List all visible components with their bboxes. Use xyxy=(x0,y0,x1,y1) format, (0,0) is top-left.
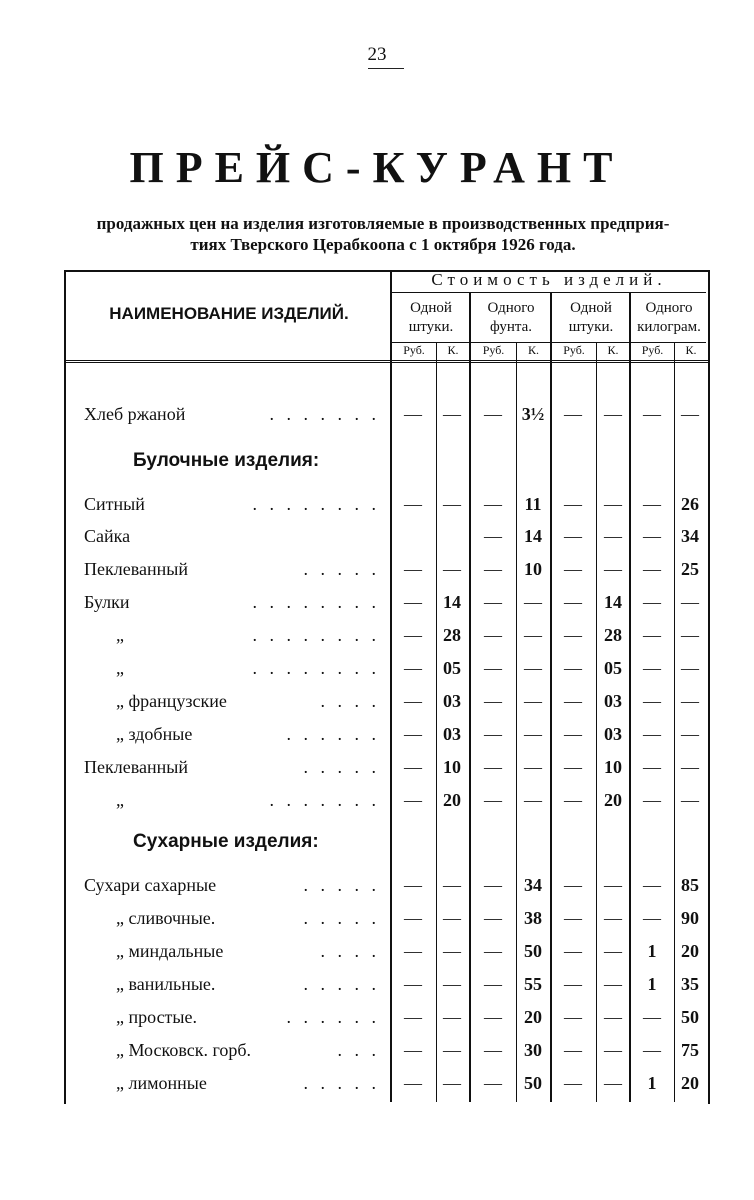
price-cell: 28 xyxy=(604,625,622,645)
price-cell: — xyxy=(564,875,582,895)
price-cell: — xyxy=(643,908,661,928)
price-cell: — xyxy=(443,1040,461,1060)
price-cell: — xyxy=(564,757,582,777)
price-cell: — xyxy=(604,908,622,928)
table-row xyxy=(0,1073,754,1105)
price-cell: — xyxy=(524,625,542,645)
price-cell: — xyxy=(484,526,502,546)
price-cell: — xyxy=(443,404,461,424)
leader-dots: . . . . xyxy=(320,941,380,961)
price-cell: 03 xyxy=(604,724,622,744)
price-cell: — xyxy=(604,1073,622,1093)
leader-dots: . . . . xyxy=(320,691,380,711)
table-row xyxy=(0,559,754,591)
price-cell: — xyxy=(404,592,422,612)
table-row xyxy=(0,1040,754,1072)
price-cell: — xyxy=(681,757,699,777)
price-cell: — xyxy=(564,790,582,810)
currency-kop: К. xyxy=(685,343,697,357)
price-cell: 1 xyxy=(647,974,657,994)
item-name: „ лимонные xyxy=(116,1073,207,1093)
cost-column-header: Стоимость изделий. xyxy=(431,270,667,289)
price-cell: — xyxy=(564,908,582,928)
cost-header-rule xyxy=(392,292,706,293)
leader-dots: . . . xyxy=(337,1040,380,1060)
leader-dots: . . . . . xyxy=(303,757,380,777)
price-cell: — xyxy=(604,875,622,895)
price-cell: 20 xyxy=(604,790,622,810)
price-cell: — xyxy=(564,724,582,744)
item-name: Сухари сахарные xyxy=(84,875,217,895)
price-cell: 03 xyxy=(443,724,461,744)
leader-dots: . . . . . . xyxy=(286,724,380,744)
price-cell: — xyxy=(484,559,502,579)
leader-dots: . . . . . . xyxy=(286,1007,380,1027)
price-cell: — xyxy=(564,494,582,514)
price-cell: 50 xyxy=(524,941,542,961)
price-cell: — xyxy=(564,974,582,994)
item-name: Пеклеванный xyxy=(84,757,188,777)
document-subtitle xyxy=(58,213,708,255)
price-cell: — xyxy=(484,724,502,744)
item-name: Хлеб ржаной xyxy=(84,404,186,424)
price-cell: — xyxy=(643,404,661,424)
price-cell: — xyxy=(604,1040,622,1060)
unit-header-kilogram: Одного килограм. xyxy=(637,300,701,335)
item-name: „ ванильные. xyxy=(116,974,216,994)
price-cell: — xyxy=(604,974,622,994)
item-name: „ французские xyxy=(116,691,227,711)
item-name: Ситный xyxy=(84,494,145,514)
table-row xyxy=(0,592,754,624)
leader-dots: . . . . . . . . xyxy=(252,494,380,514)
price-cell: — xyxy=(484,790,502,810)
price-cell: — xyxy=(643,724,661,744)
subtitle-line-1: продажных цен на изделия изготовляемые в производственных предприя- xyxy=(96,214,670,233)
item-name: Булки xyxy=(84,592,130,612)
price-cell: — xyxy=(643,1040,661,1060)
price-cell: 26 xyxy=(681,494,699,514)
price-cell: — xyxy=(524,757,542,777)
price-cell: 34 xyxy=(524,875,542,895)
unit-header-piece: Одной штуки. xyxy=(408,300,454,335)
price-cell: — xyxy=(404,658,422,678)
price-cell: — xyxy=(604,494,622,514)
price-cell: 50 xyxy=(524,1073,542,1093)
table-row xyxy=(0,658,754,690)
leader-dots: . . . . . xyxy=(303,908,380,928)
leader-dots: . . . . . xyxy=(303,559,380,579)
price-cell: — xyxy=(404,1073,422,1093)
item-name: „ xyxy=(116,625,124,645)
price-cell: 28 xyxy=(443,625,461,645)
price-cell: — xyxy=(564,592,582,612)
price-cell: — xyxy=(484,974,502,994)
currency-rub: Руб. xyxy=(563,343,585,357)
price-cell: — xyxy=(443,941,461,961)
table-row xyxy=(0,724,754,756)
table-row xyxy=(0,941,754,973)
table-row xyxy=(0,494,754,526)
price-cell: — xyxy=(484,658,502,678)
price-cell: — xyxy=(643,559,661,579)
currency-rub: Руб. xyxy=(482,343,505,357)
price-cell: — xyxy=(643,790,661,810)
header-bottom-rule xyxy=(64,360,708,363)
price-cell: — xyxy=(443,875,461,895)
item-name: „ xyxy=(116,790,124,810)
price-cell: — xyxy=(564,559,582,579)
item-name: „ здобные xyxy=(116,724,193,744)
price-cell: — xyxy=(443,1007,461,1027)
price-cell: — xyxy=(604,1007,622,1027)
name-column-header: НАИМЕНОВАНИЕ ИЗДЕЛИЙ. xyxy=(109,304,349,323)
price-cell: — xyxy=(643,691,661,711)
price-cell: 10 xyxy=(524,559,542,579)
table-row xyxy=(0,974,754,1006)
price-cell: — xyxy=(524,691,542,711)
price-cell: — xyxy=(681,724,699,744)
price-cell: — xyxy=(564,1073,582,1093)
price-cell: — xyxy=(404,757,422,777)
price-cell: — xyxy=(604,941,622,961)
price-cell: — xyxy=(484,941,502,961)
section-header-row xyxy=(0,450,754,482)
section-header-row xyxy=(0,831,754,863)
price-cell: — xyxy=(524,658,542,678)
price-cell: 75 xyxy=(681,1040,699,1060)
price-cell: 34 xyxy=(681,526,699,546)
price-cell: — xyxy=(404,724,422,744)
price-cell: — xyxy=(643,757,661,777)
price-cell: — xyxy=(643,592,661,612)
price-cell: — xyxy=(484,1040,502,1060)
price-cell: — xyxy=(681,625,699,645)
price-cell: — xyxy=(404,974,422,994)
price-cell: 03 xyxy=(604,691,622,711)
leader-dots: . . . . . . . . xyxy=(252,625,380,645)
section-title: Сухарные изделия: xyxy=(133,831,319,852)
currency-kop: К. xyxy=(607,343,619,357)
price-cell: — xyxy=(564,941,582,961)
price-cell: — xyxy=(484,494,502,514)
price-cell: — xyxy=(443,974,461,994)
price-cell: 20 xyxy=(524,1007,542,1027)
page-number: 23 xyxy=(367,44,387,65)
table-row xyxy=(0,875,754,907)
table-row xyxy=(0,526,754,558)
price-cell: — xyxy=(484,1007,502,1027)
price-cell: — xyxy=(643,625,661,645)
price-cell: — xyxy=(564,625,582,645)
price-cell: 38 xyxy=(524,908,542,928)
document-title: ПРЕЙС-КУРАНТ xyxy=(129,143,625,192)
price-cell: — xyxy=(484,404,502,424)
leader-dots: . . . . . . . xyxy=(269,790,380,810)
table-row xyxy=(0,908,754,940)
price-cell: — xyxy=(564,526,582,546)
price-cell: — xyxy=(604,404,622,424)
price-cell: 50 xyxy=(681,1007,699,1027)
item-name: Сайка xyxy=(84,526,131,546)
price-cell: — xyxy=(643,1007,661,1027)
price-cell: 20 xyxy=(443,790,461,810)
unit-header-piece: Одной штуки. xyxy=(568,300,614,335)
price-cell: — xyxy=(404,691,422,711)
page-number-rule xyxy=(368,68,404,69)
price-cell: — xyxy=(681,404,699,424)
leader-dots: . . . . . . . . xyxy=(252,592,380,612)
price-cell: 14 xyxy=(524,526,542,546)
leader-dots: . . . . . . . . xyxy=(252,658,380,678)
price-cell: — xyxy=(404,1040,422,1060)
currency-rub: Руб. xyxy=(641,343,664,357)
price-cell: — xyxy=(404,625,422,645)
item-name: „ xyxy=(116,658,124,678)
price-cell: — xyxy=(484,691,502,711)
currency-rub: Руб. xyxy=(403,343,425,357)
price-cell: — xyxy=(524,790,542,810)
price-cell: 11 xyxy=(524,494,542,514)
price-cell: 05 xyxy=(443,658,461,678)
price-cell: — xyxy=(404,941,422,961)
price-cell: — xyxy=(443,494,461,514)
price-cell: — xyxy=(604,526,622,546)
price-cell: — xyxy=(681,658,699,678)
price-cell: 55 xyxy=(524,974,542,994)
price-cell: — xyxy=(484,908,502,928)
price-cell: — xyxy=(643,875,661,895)
price-cell: 05 xyxy=(604,658,622,678)
price-cell: 35 xyxy=(681,974,699,994)
item-name: Пеклеванный xyxy=(84,559,188,579)
leader-dots: . . . . . . . xyxy=(269,404,380,424)
price-cell: — xyxy=(443,908,461,928)
price-cell: — xyxy=(404,875,422,895)
price-cell: 30 xyxy=(524,1040,542,1060)
price-cell: — xyxy=(484,1073,502,1093)
price-cell: 1 xyxy=(647,1073,657,1093)
price-cell: — xyxy=(564,658,582,678)
price-cell: 3½ xyxy=(521,404,545,424)
item-name: „ сливочные. xyxy=(116,908,216,928)
item-name: „ миндальные xyxy=(116,941,224,961)
price-cell: 14 xyxy=(443,592,461,612)
price-cell: 10 xyxy=(443,757,461,777)
price-cell: — xyxy=(404,494,422,514)
table-row xyxy=(0,691,754,723)
price-cell: — xyxy=(443,559,461,579)
price-cell: — xyxy=(484,592,502,612)
price-cell: — xyxy=(524,724,542,744)
price-cell: 14 xyxy=(604,592,622,612)
item-name: „ простые. xyxy=(116,1007,198,1027)
price-cell: — xyxy=(404,404,422,424)
price-cell: — xyxy=(564,404,582,424)
price-cell: — xyxy=(484,757,502,777)
price-cell: 03 xyxy=(443,691,461,711)
price-cell: 20 xyxy=(681,1073,699,1093)
table-row xyxy=(0,790,754,822)
price-cell: — xyxy=(484,625,502,645)
price-cell: 25 xyxy=(681,559,699,579)
price-cell: — xyxy=(443,1073,461,1093)
table-row xyxy=(0,404,754,436)
price-cell: — xyxy=(404,559,422,579)
subtitle-line-2: тиях Тверского Церабкоопа с 1 октября 1926 года. xyxy=(190,235,576,254)
unit-header-pound: Одного фунта. xyxy=(487,300,535,335)
leader-dots: . . . . . xyxy=(303,875,380,895)
price-cell: — xyxy=(404,908,422,928)
price-cell: — xyxy=(404,1007,422,1027)
table-row xyxy=(0,625,754,657)
price-cell: — xyxy=(564,691,582,711)
table-row xyxy=(0,1007,754,1039)
price-cell: — xyxy=(524,592,542,612)
item-name: „ Московск. горб. xyxy=(116,1040,252,1060)
price-cell: — xyxy=(404,790,422,810)
currency-kop: К. xyxy=(527,343,539,357)
leader-dots: . . . . . xyxy=(303,1073,380,1093)
price-cell: — xyxy=(643,658,661,678)
price-cell: 1 xyxy=(647,941,657,961)
price-cell: 20 xyxy=(681,941,699,961)
table-row xyxy=(0,757,754,789)
section-title: Булочные изделия: xyxy=(133,450,320,471)
price-cell: — xyxy=(484,875,502,895)
price-cell: 85 xyxy=(681,875,699,895)
price-cell: — xyxy=(681,790,699,810)
currency-kop: К. xyxy=(447,343,459,357)
leader-dots: . . . . . xyxy=(303,974,380,994)
price-cell: — xyxy=(643,526,661,546)
price-cell: — xyxy=(604,559,622,579)
price-cell: — xyxy=(681,691,699,711)
price-cell: — xyxy=(681,592,699,612)
price-cell: 90 xyxy=(681,908,699,928)
price-cell: 10 xyxy=(604,757,622,777)
price-cell: — xyxy=(564,1007,582,1027)
price-cell: — xyxy=(643,494,661,514)
price-cell: — xyxy=(564,1040,582,1060)
